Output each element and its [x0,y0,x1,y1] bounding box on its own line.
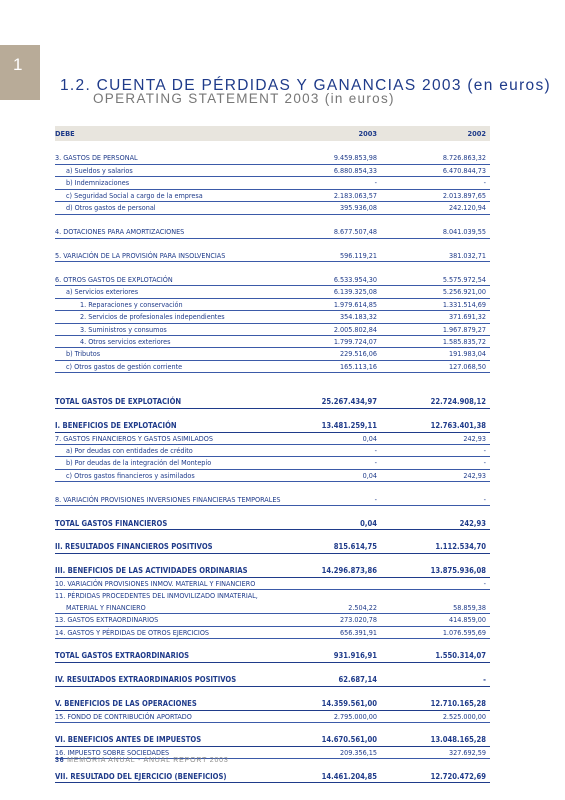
table-row [55,299,490,311]
row-label: d) Otros gastos de personal [66,203,156,213]
table-row [55,286,490,298]
page-title: 1.2. CUENTA DE PÉRDIDAS Y GANANCIAS 2003 (en euros) [60,77,551,94]
row-label: 4. Otros servicios exteriores [80,337,171,346]
row-label: TOTAL GASTOS DE EXPLOTACIÓN [55,397,182,407]
row-value-2003: 0,04 [362,470,377,480]
table-spacer [55,639,490,650]
row-value-2002: 5.256.921,00 [442,287,486,297]
table-spacer [55,215,490,226]
table-row [55,470,490,482]
row-value-2002: 371.691,32 [448,312,486,322]
row-value-2003: 931.916,91 [333,651,377,661]
table-row [55,396,490,408]
row-value-2003: 596.119,21 [339,250,377,260]
row-value-2002: - [483,178,486,188]
row-value-2002: 1.967.879,27 [442,324,486,334]
row-label: c) Otros gastos financieros y asimilados [66,470,195,480]
row-value-2003: 0,04 [362,433,377,443]
table-spacer [55,506,490,517]
row-label: 3. Suministros y consumos [80,324,167,334]
table-row [55,457,490,469]
table-spacer [55,554,490,565]
row-value-2002: 127.068,50 [448,361,486,371]
table-row [55,324,490,336]
row-value-2002: 242,93 [459,518,486,528]
row-label: 10. VARIACIÓN PROVISIONES INMOV. MATERIAL Y FINANCIERO [55,578,256,588]
row-value-2003: - [374,494,377,504]
row-value-2002: 191.983,04 [448,349,486,359]
table-row [55,518,490,530]
row-value-2003: 2.795.000,00 [333,711,377,721]
table-row [55,311,490,323]
table-spacer [55,239,490,250]
row-label: a) Sueldos y salarios [66,165,133,175]
row-value-2003: 2.183.063,57 [333,190,377,200]
row-value-2003: 165.113,16 [339,361,377,371]
row-label: 16. IMPUESTO SOBRE SOCIEDADES [55,747,170,757]
row-label: 2. Servicios de profesionales independientes [80,312,225,322]
row-value-2002: 414.859,00 [448,615,486,625]
table-row [55,336,490,348]
row-value-2002: 1.331.514,69 [442,299,486,309]
table-row [55,650,490,662]
table-row [55,190,490,202]
row-value-2003: 273.020,78 [339,615,377,625]
table-row [55,152,490,164]
row-label: a) Servicios exteriores [66,287,139,297]
row-value-2002: 13.875.936,08 [430,566,486,576]
row-value-2002: 8.726.863,32 [442,153,486,163]
row-value-2002: 1.550.314,07 [435,651,486,661]
row-value-2002: 8.041.039,55 [442,227,486,237]
row-value-2003: 14.359.561,00 [321,699,377,709]
row-label: 5. VARIACIÓN DE LA PROVISIÓN PARA INSOLVENCIAS [55,250,226,260]
row-value-2003: 209.356,15 [339,747,377,757]
row-label: 1. Reparaciones y conservación [80,299,183,309]
table-row [55,771,490,783]
table-row [55,602,490,614]
row-label: MATERIAL Y FINANCIERO [66,602,146,612]
row-value-2002: 242,93 [463,433,486,443]
table-spacer [55,141,490,152]
page-number: 36 [55,757,65,764]
row-value-2003: 6.533.954,30 [333,274,377,284]
row-value-2003: - [374,445,377,455]
table-row [55,674,490,686]
row-label: V. BENEFICIOS DE LAS OPERACIONES [55,699,197,709]
row-label: 13. GASTOS EXTRAORDINARIOS [55,615,159,625]
row-label: III. BENEFICIOS DE LAS ACTIVIDADES ORDINARIAS [55,566,248,576]
row-value-2003: 8.677.507,48 [333,227,377,237]
row-label: b) Tributos [66,349,101,359]
row-value-2003: 1.979.614,85 [333,299,377,309]
table-row [55,734,490,746]
row-value-2003: 656.391,91 [339,627,377,637]
row-label: 4. DOTACIONES PARA AMORTIZACIONES [55,227,185,237]
page-subtitle: OPERATING STATEMENT 2003 (in euros) [93,91,395,106]
row-value-2003: 2.504,22 [348,602,377,612]
section-number: 1 [13,55,23,74]
table-row [55,165,490,177]
row-value-2003: - [374,458,377,468]
table-row [55,420,490,432]
row-value-2003: 815.614,75 [333,542,377,552]
row-value-2003: 14.461.204,85 [321,771,377,781]
table-spacer [55,373,490,396]
row-value-2003: 6.880.854,33 [333,165,377,175]
table-row [55,711,490,723]
row-value-2003: 0,04 [360,518,377,528]
section-tab [0,45,40,100]
row-value-2003: 14.670.561,00 [321,735,377,745]
row-label: 11. PÉRDIDAS PROCEDENTES DEL INMOVILIZADO INMATERIAL, [55,591,258,601]
row-label: I. BENEFICIOS DE EXPLOTACIÓN [55,421,177,431]
row-value-2003: 2.005.802,84 [333,324,377,334]
row-value-2003: 62.687,14 [338,675,377,685]
table-row [55,274,490,286]
table-spacer [55,723,490,734]
row-label: 15. FONDO DE CONTRIBUCIÓN APORTADO [55,711,192,721]
row-value-2003: 6.139.325,08 [333,287,377,297]
row-label: b) Indemnizaciones [66,178,130,188]
row-label: c) Otros gastos de gestión corriente [66,361,183,371]
header-col-2002: 2002 [467,129,486,138]
table-row [55,627,490,639]
table-row [55,202,490,214]
row-value-2003: 13.481.259,11 [321,421,377,431]
row-label: TOTAL GASTOS FINANCIEROS [55,518,168,528]
table-spacer [55,482,490,493]
row-value-2003: 1.799.724,07 [333,337,377,346]
footer-text: MEMORIA ANUAL - ANUAL REPORT 2003 [67,757,229,764]
table-row [55,698,490,710]
row-label: b) Por deudas de la integración del Montepío [66,458,212,468]
row-value-2002: 5.575.972,54 [442,274,486,284]
header-label: DEBE [55,129,75,138]
row-value-2002: 2.525.000,00 [442,711,486,721]
table-row [55,494,490,506]
row-label: a) Por deudas con entidades de crédito [66,445,193,455]
table-row [55,590,490,601]
row-value-2002: 1.585.835,72 [442,337,486,346]
table-row [55,177,490,189]
table-row [55,226,490,238]
table-header [55,126,490,141]
row-label: 7. GASTOS FINANCIEROS Y GASTOS ASIMILADOS [55,433,213,443]
row-label: 3. GASTOS DE PERSONAL [55,153,138,163]
table-spacer [55,530,490,541]
row-value-2002: 22.724.908,12 [430,397,486,407]
table-row [55,348,490,360]
row-value-2003: - [374,178,377,188]
row-value-2002: 381.032,71 [448,250,486,260]
row-value-2002: 2.013.897,65 [442,190,486,200]
row-value-2003: 395.936,08 [339,203,377,213]
table-spacer [55,663,490,674]
row-value-2003: 354.183,32 [339,312,377,322]
row-value-2003: 229.516,06 [339,349,377,359]
row-value-2002: 6.470.844,73 [442,165,486,175]
row-value-2003: 25.267.434,97 [321,397,377,407]
table-spacer [55,687,490,698]
row-label: II. RESULTADOS FINANCIEROS POSITIVOS [55,542,213,552]
row-value-2002: 58.859,38 [453,602,486,612]
row-label: VI. BENEFICIOS ANTES DE IMPUESTOS [55,735,202,745]
table-row [55,578,490,590]
header-col-2003: 2003 [358,129,377,138]
row-label: c) Seguridad Social a cargo de la empresa [66,190,203,200]
table-row [55,614,490,626]
table-spacer [55,262,490,273]
row-value-2002: 12.720.472,69 [430,771,486,781]
table-spacer [55,409,490,420]
page-footer [55,757,229,764]
row-value-2002: 1.076.595,69 [442,627,486,637]
table-row [55,541,490,553]
table-row [55,445,490,457]
row-value-2002: 242,93 [463,470,486,480]
statement-table [55,126,490,783]
table-row [55,565,490,577]
row-value-2003: 14.296.873,86 [321,566,377,576]
row-value-2002: 12.710.165,28 [430,699,486,709]
row-value-2002: 242.120,94 [448,203,486,213]
row-value-2002: - [483,578,486,588]
row-value-2002: - [483,445,486,455]
row-value-2003: 9.459.853,98 [333,153,377,163]
row-label: IV. RESULTADOS EXTRAORDINARIOS POSITIVOS [55,675,237,685]
row-value-2002: 12.763.401,38 [430,421,486,431]
row-value-2002: - [483,458,486,468]
row-value-2002: - [483,494,486,504]
table-row [55,433,490,445]
table-row [55,250,490,262]
row-value-2002: 327.692,59 [448,747,486,757]
table-body [55,141,490,783]
row-label: 6. OTROS GASTOS DE EXPLOTACIÓN [55,274,173,284]
row-label: TOTAL GASTOS EXTRAORDINARIOS [55,651,190,661]
row-label: 14. GASTOS Y PÉRDIDAS DE OTROS EJERCICIOS [55,627,210,637]
row-value-2002: 1.112.534,70 [435,542,486,552]
row-label: VII. RESULTADO DEL EJERCICIO (BENEFICIOS) [55,771,227,781]
row-value-2002: 13.048.165,28 [430,735,486,745]
row-label: 8. VARIACIÓN PROVISIONES INVERSIONES FINANCIERAS TEMPORALES [55,494,281,504]
table-row [55,361,490,373]
row-value-2002: - [483,675,486,685]
